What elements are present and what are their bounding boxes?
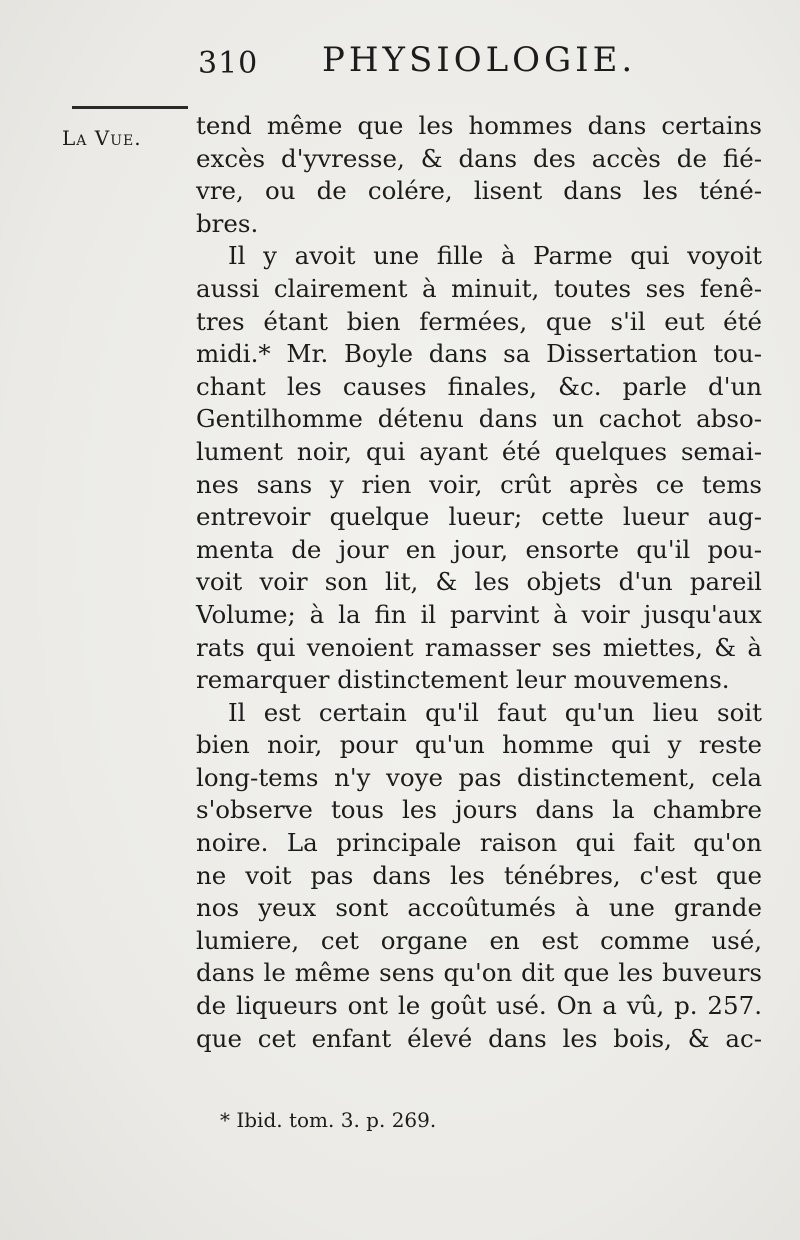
text-line: Il y avoit une fille à Parme qui voyoit [228, 241, 762, 271]
text-line: bien noir, pour qu'un homme qui y reste [196, 730, 762, 760]
text-line: Gentilhomme détenu dans un cachot abso- [196, 404, 762, 434]
text-line: chant les causes finales, &c. parle d'un [196, 371, 762, 401]
text-line: tres étant bien fermées, que s'il eut été [196, 306, 762, 336]
text-line: s'observe tous les jours dans la chambre [196, 795, 762, 825]
text-line: rats qui venoient ramasser ses miettes, & à [196, 632, 762, 662]
page-number: 310 [198, 46, 259, 81]
text-line: dans le même sens qu'on dit que les buveurs [196, 958, 762, 988]
text-line: que cet enfant élevé dans les bois, & ac- [196, 1023, 762, 1053]
footnote: * Ibid. tom. 3. p. 269. [220, 1108, 437, 1132]
text-line: nes sans y rien voir, crût après ce tems [196, 469, 762, 499]
text-line: entrevoir quelque lueur; cette lueur aug- [196, 502, 762, 532]
text-line: ne voit pas dans les ténébres, c'est que [196, 860, 762, 890]
text-line: midi.* Mr. Boyle dans sa Dissertation tou- [196, 339, 762, 369]
page-header [0, 40, 800, 90]
margin-note-initial: L [62, 126, 77, 150]
text-line: voit voir son lit, & les objets d'un pareil [196, 567, 762, 597]
text-line: lumiere, cet organe en est comme usé, [196, 925, 762, 955]
margin-rule [72, 106, 188, 109]
body-text [196, 110, 762, 1055]
text-line: excès d'yvresse, & dans des accès de fié- [196, 143, 762, 173]
text-line: Il est certain qu'il faut qu'un lieu soit [228, 697, 762, 727]
running-title: PHYSIOLOGIE. [322, 40, 637, 80]
margin-note-rest: a Vue. [76, 126, 142, 150]
text-line: menta de jour en jour, ensorte qu'il pou- [196, 534, 762, 564]
text-line: bres. [196, 208, 259, 238]
text-line: aussi clairement à minuit, toutes ses fenê- [196, 273, 762, 303]
text-line: noire. La principale raison qui fait qu'on [196, 828, 762, 858]
text-line: nos yeux sont accoûtumés à une grande [196, 893, 762, 923]
text-line: de liqueurs ont le goût usé. On a vû, p. 257. [196, 991, 762, 1021]
text-line: lument noir, qui ayant été quelques semai- [196, 436, 762, 466]
text-line: Volume; à la fin il parvint à voir jusqu'aux [196, 599, 762, 629]
margin-note [62, 126, 142, 150]
text-line: long-tems n'y voye pas distinctement, cela [196, 762, 762, 792]
text-line: tend même que les hommes dans certains [196, 111, 762, 140]
text-line: vre, ou de colére, lisent dans les téné- [196, 176, 762, 206]
text-line: remarquer distinctement leur mouvemens. [196, 665, 730, 695]
